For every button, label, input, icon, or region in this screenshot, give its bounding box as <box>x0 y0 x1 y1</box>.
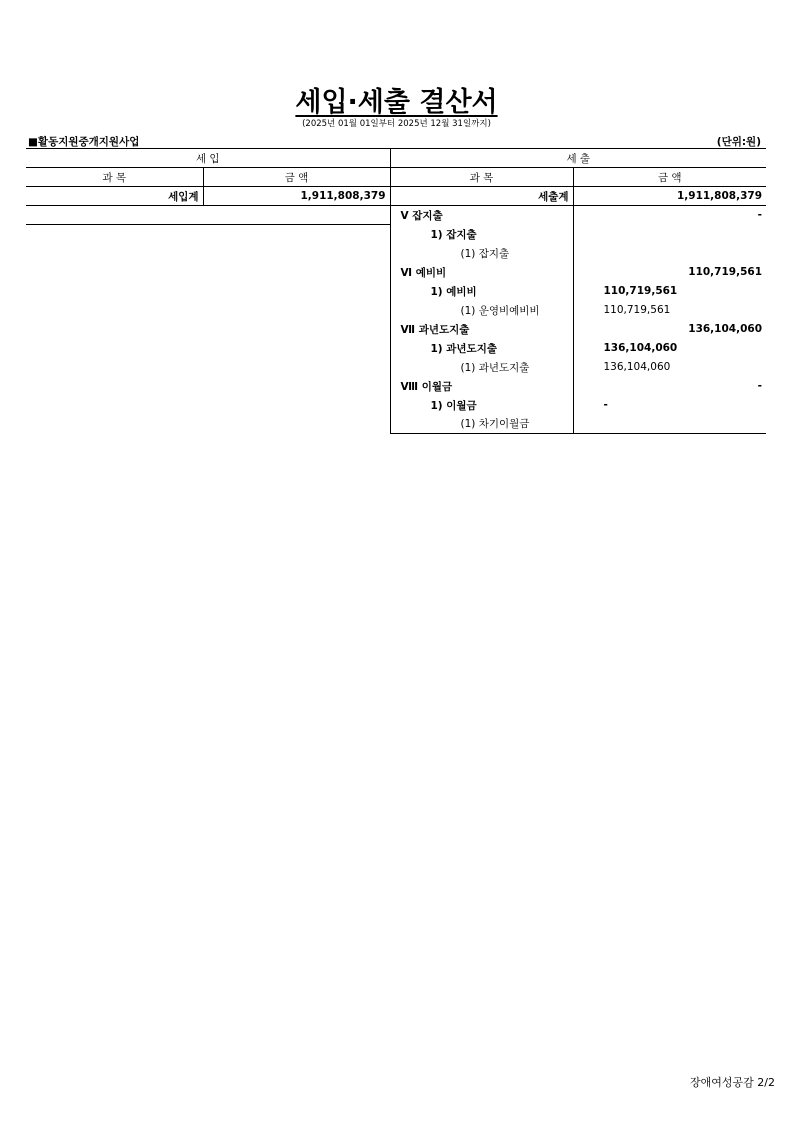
document-title: 세입·세출 결산서 <box>295 87 498 118</box>
expenditure-total-amount: 1,911,808,379 <box>573 187 766 206</box>
revenue-empty-cell <box>26 320 390 339</box>
expenditure-item-amount: - <box>757 380 762 392</box>
revenue-empty-cell <box>26 263 390 282</box>
expenditure-item-label: (1) 잡지출 <box>390 244 573 263</box>
expenditure-item-label: 1) 이월금 <box>390 396 573 415</box>
expenditure-total-label: 세출계 <box>390 187 573 206</box>
page-footer: 장애여성공감 2/2 <box>690 1076 775 1089</box>
expenditure-row <box>26 396 766 415</box>
revenue-empty-cell <box>26 301 390 320</box>
expenditure-header: 세 출 <box>390 149 766 168</box>
expenditure-item-label: Ⅷ 이월금 <box>390 377 573 396</box>
expenditure-row <box>26 358 766 377</box>
revenue-amount-header: 금 액 <box>203 168 390 187</box>
expenditure-item-label: (1) 과년도지출 <box>390 358 573 377</box>
expenditure-item-subamount: - <box>603 399 608 411</box>
expenditure-item-subamount: 136,104,060 <box>603 342 678 354</box>
revenue-empty-cell <box>26 339 390 358</box>
expenditure-item-label: Ⅴ 잡지출 <box>390 206 573 225</box>
expenditure-row <box>26 415 766 434</box>
revenue-empty-cell <box>26 358 390 377</box>
header-row-columns <box>26 168 766 187</box>
revenue-empty-cell <box>26 282 390 301</box>
expenditure-row <box>26 301 766 320</box>
expenditure-row <box>26 320 766 339</box>
revenue-empty-cell <box>26 396 390 415</box>
expenditure-row <box>26 206 766 225</box>
expenditure-item-amount-empty <box>573 415 766 434</box>
expenditure-item-amount-empty <box>573 244 766 263</box>
business-name: ■활동지원중개지원사업 <box>28 136 140 148</box>
expenditure-item-label: (1) 운영비예비비 <box>390 301 573 320</box>
expenditure-row <box>26 263 766 282</box>
revenue-empty-cell <box>26 415 390 434</box>
revenue-empty-cell <box>26 225 390 244</box>
revenue-total-label: 세입계 <box>26 187 203 206</box>
revenue-header: 세 입 <box>26 149 390 168</box>
expenditure-item-label: Ⅶ 과년도지출 <box>390 320 573 339</box>
expenditure-row <box>26 282 766 301</box>
expenditure-item-header: 과 목 <box>390 168 573 187</box>
expenditure-item-subamount: 136,104,060 <box>603 361 671 373</box>
expenditure-item-label: Ⅵ 예비비 <box>390 263 573 282</box>
expenditure-item-amount: 136,104,060 <box>688 323 762 335</box>
revenue-item-header: 과 목 <box>26 168 203 187</box>
expenditure-item-amount: - <box>757 209 762 222</box>
settlement-table <box>26 148 766 434</box>
expenditure-item-subamount: 110,719,561 <box>603 285 678 297</box>
expenditure-item-label: 1) 예비비 <box>390 282 573 301</box>
revenue-empty-cell <box>26 377 390 396</box>
expenditure-item-subamount: 110,719,561 <box>603 304 671 316</box>
revenue-empty-cell <box>26 244 390 263</box>
expenditure-item-label: (1) 차기이월금 <box>390 415 573 434</box>
expenditure-item-amount: 110,719,561 <box>688 266 762 278</box>
expenditure-item-label: 1) 과년도지출 <box>390 339 573 358</box>
period-text: (2025년 01월 01일부터 2025년 12월 31일까지) <box>302 119 491 129</box>
revenue-total-amount: 1,911,808,379 <box>203 187 390 206</box>
expenditure-row <box>26 225 766 244</box>
total-row <box>26 187 766 206</box>
expenditure-row <box>26 377 766 396</box>
expenditure-row <box>26 244 766 263</box>
unit-label: (단위:원) <box>716 136 761 148</box>
expenditure-row <box>26 339 766 358</box>
expenditure-item-amount-empty <box>573 225 766 244</box>
expenditure-amount-header: 금 액 <box>573 168 766 187</box>
revenue-empty-cell <box>26 206 390 225</box>
expenditure-item-label: 1) 잡지출 <box>390 225 573 244</box>
header-row-sections <box>26 149 766 168</box>
